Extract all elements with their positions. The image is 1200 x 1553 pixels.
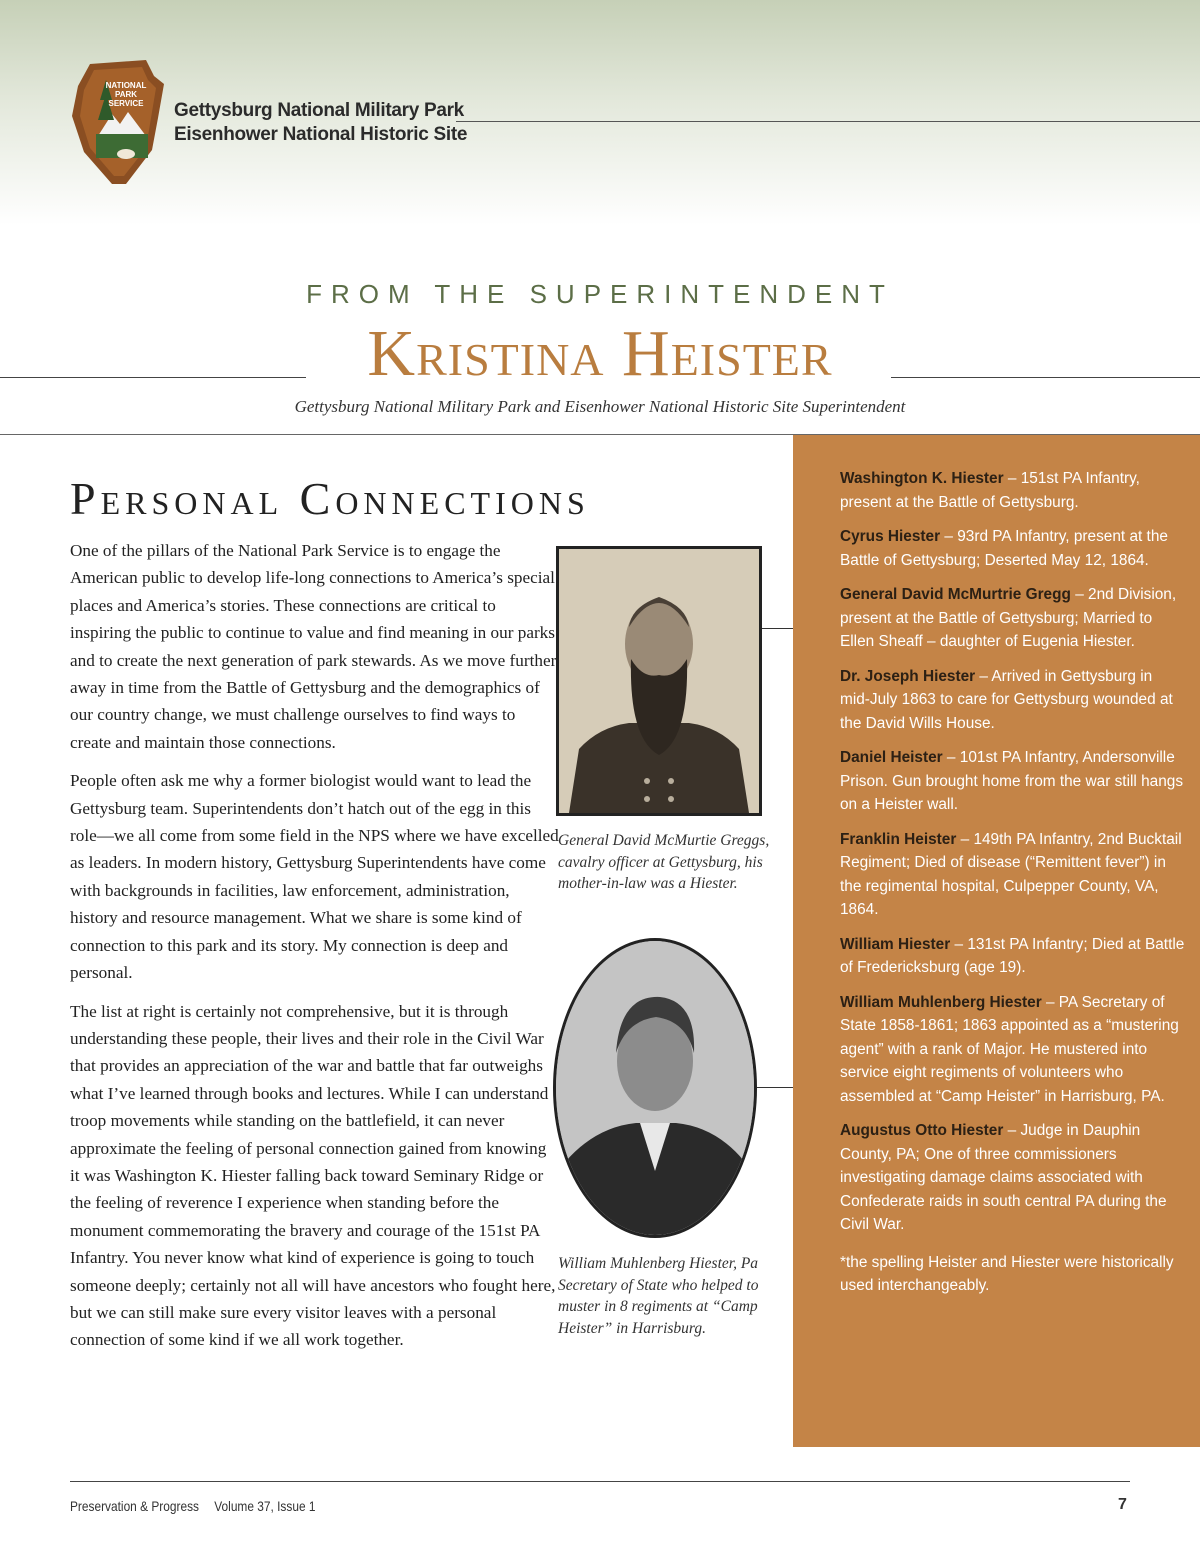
ancestor-details: – 131st PA Infantry; Died at Battle of Fredericksburg (age 19). [840,935,1185,976]
page-number: 7 [1118,1496,1127,1513]
ancestor-details: – 93rd PA Infantry, present at the Battle of Gettysburg; Deserted May 12, 1864. [840,528,1168,569]
nps-arrowhead-logo [68,58,168,186]
park-name-eisenhower: Eisenhower National Historic Site [174,124,468,145]
ancestor-name: General David McMurtrie Gregg [840,586,1071,603]
ancestor-name: Augustus Otto Hiester [840,1122,1004,1139]
logo-text-line-3: SERVICE [108,99,144,108]
section-kicker: FROM THE SUPERINTENDENT [306,279,894,309]
name-row [0,318,1200,388]
publication-name: Preservation & Progress [70,1498,199,1514]
ancestor-name: Daniel Heister [840,749,943,766]
ancestor-details: – 149th PA Infantry, 2nd Bucktail Regiment; Died of disease (“Remittent fever”) in the regimental hospital, Culpepper County, VA, 1864. [840,830,1182,918]
ancestor-name: Dr. Joseph Hiester [840,667,976,685]
ancestor-name: Cyrus Hiester [840,528,941,545]
ancestor-entry [840,991,1185,1109]
ancestor-details: – 151st PA Infantry, present at the Battle of Gettysburg. [840,470,1140,511]
park-names [174,99,467,147]
article-body [70,537,560,1365]
ancestor-details: – Judge in Dauphin County, PA; One of three commissioners investigating damage claims associated with Confederate raids in south central PA during the Civil War. [840,1122,1167,1233]
photo-caption-muhlenberg: William Muhlenberg Hiester, Pa Secretary of State who helped to muster in 8 regiments at “Camp Heister” in Harrisburg. [558,1255,759,1337]
ancestor-name: Franklin Heister [840,830,957,848]
ancestors-list [840,467,1185,1298]
ancestor-details: – 101st PA Infantry, Andersonville Prison. Gun brought home from the war still hangs on a Heister wall. [840,749,1184,813]
ancestor-entry [840,828,1185,922]
footer-divider [70,1481,1130,1482]
issue-info: Volume 37, Issue 1 [214,1498,316,1514]
ancestor-name: William Muhlenberg Hiester [840,993,1042,1011]
ancestor-details: – Arrived in Gettysburg in mid-July 1863 to care for Gettysburg wounded at the David Wills House. [840,667,1173,732]
logo-text-line-1: NATIONAL [105,81,147,90]
header-divider [456,121,1200,122]
ancestor-entry [840,933,1185,980]
ancestor-entry [840,665,1185,736]
muhlenberg-hiester-portrait-photo [553,938,757,1238]
article-title: Personal Connections [70,473,590,524]
spelling-footnote: *the spelling Heister and Hiester were historically used interchangeably. [840,1253,1174,1294]
ancestor-name: Washington K. Hiester [840,470,1004,487]
ancestor-entry [840,467,1185,514]
article-paragraph: One of the pillars of the National Park Service is to engage the American public to develop life-long connections to America’s special places and America’s stories. These connections are critical to inspiring the public to continue to value and find meaning in our parks and to create the next generation of park stewards. As we move further away in time from the Battle of Gettysburg and the demographics of our country change, we must challenge ourselves to find ways to create and maintain those connections. [70,541,557,752]
ancestor-details: – PA Secretary of State 1858-1861; 1863 appointed as a “mustering agent” with a rank of Major. He mustered into service eight regiments of volunteers who assembled at “Camp Heister” in Harrisburg, PA. [840,993,1179,1105]
gregg-portrait-photo [556,546,762,816]
superintendent-name: Kristina Heister [367,317,833,390]
article-paragraph: The list at right is certainly not comprehensive, but it is through understanding these people, their lives and their role in the Civil War that provides an appreciation of the war and battle that far outweighs what I’ve learned through books and lectures. While I can understand troop movements while standing on the battlefield, it can never approximate the feeling of personal connection gained from knowing it was Washington K. Hiester falling back toward Seminary Ridge or the feeling of reverence I experience when standing before the monument commemorating the bravery and courage of the 151st PA Infantry. You never know what kind of experience is going to touch someone deeply; certainly not all will have ancestors who fought here, but we can still make sure every visitor leaves with a personal connection of some kind if we all work together. [70,1001,556,1350]
footer-publication-info [70,1498,315,1514]
photo-caption-gregg: General David McMurtie Greggs, cavalry officer at Gettysburg, his mother-in-law was a Hiester. [558,832,770,893]
article-paragraph: People often ask me why a former biologist would want to lead the Gettysburg team. Superintendents don’t hatch out of the egg in this role—we all come from some field in the NPS where we have excelled as leaders. In modern history, Gettysburg Superintendents have come with backgrounds in facilities, law enforcement, administration, history and resource management. What we share is some kind of connection to this park and its story. My connection is deep and personal. [70,771,559,983]
logo-text-line-2: PARK [114,90,138,99]
ancestor-entry [840,746,1185,817]
park-name-gettysburg: Gettysburg National Military Park [174,100,464,121]
ancestor-details: – 2nd Division, present at the Battle of Gettysburg; Married to Ellen Sheaff – daughter of Eugenia Hiester. [840,586,1177,650]
ancestor-name: William Hiester [840,935,951,953]
ancestor-entry [840,525,1185,572]
ancestor-entry [840,1119,1185,1237]
ancestors-sidebar [793,435,1200,1447]
superintendent-title: Gettysburg National Military Park and Eisenhower National Historic Site Superintendent [294,397,906,416]
ancestor-entry [840,583,1185,654]
